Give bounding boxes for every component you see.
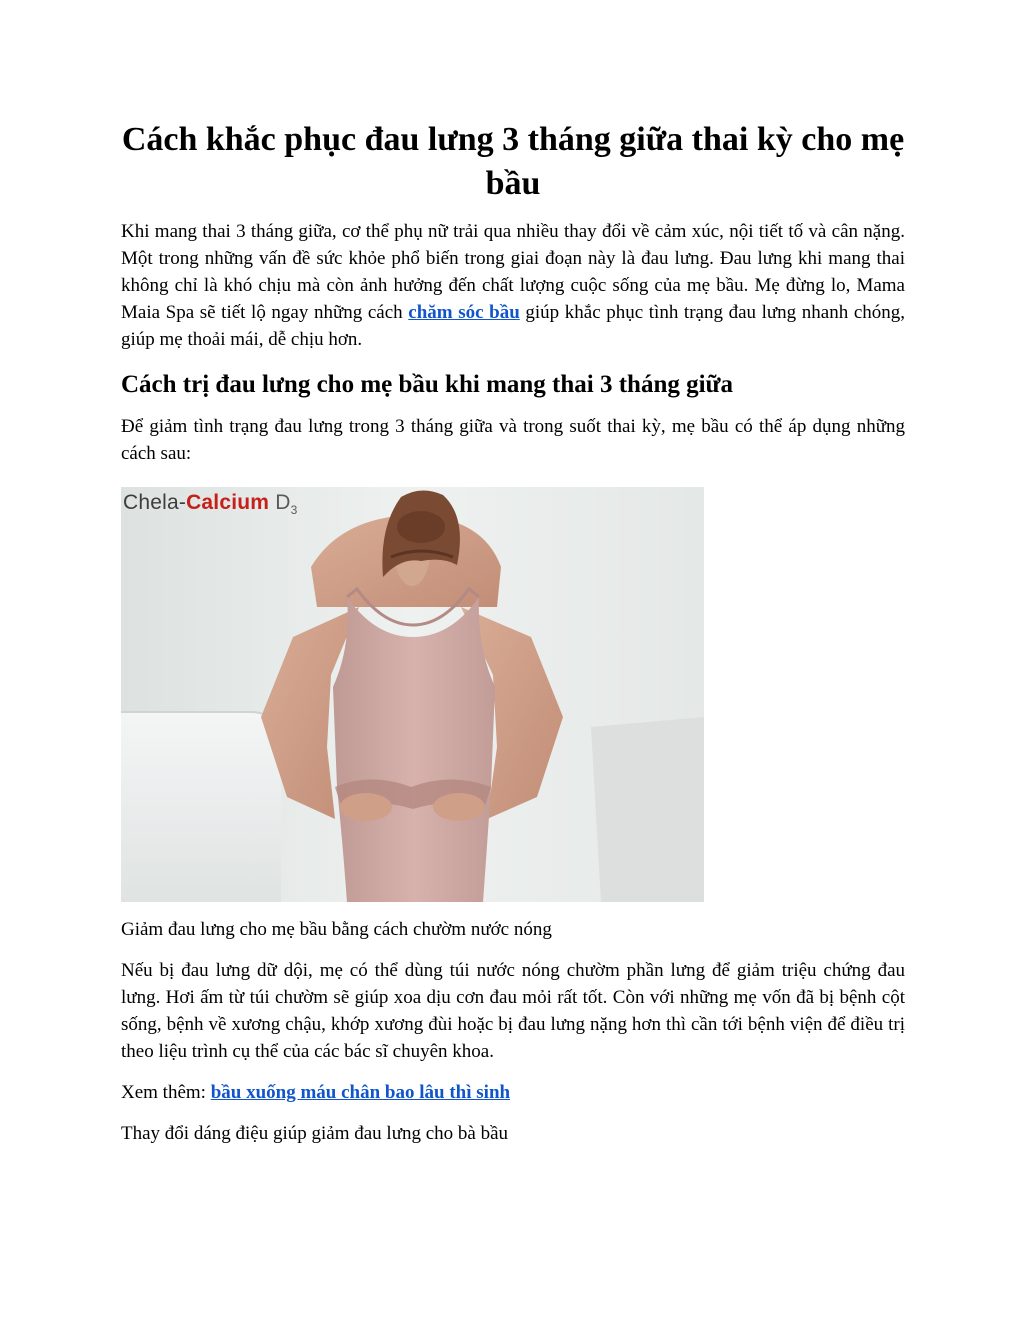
brand-text-2: Calcium <box>186 491 270 514</box>
back-pain-illustration <box>121 487 704 902</box>
intro-text-before: Khi mang thai 3 tháng giữa, cơ thể phụ nữ trải qua nhiều thay đổi về cảm xúc, nội tiết tố và cân nặng. Một trong những vấn đề sức khỏe phổ biến trong giai đoạn này là đau lưng. Đau lưng khi mang thai không chỉ là khó chịu mà còn ảnh hưởng đến chất lượng cuộc sống của mẹ bầu. Mẹ đừng lo, Mama Maia Spa sẽ tiết lộ ngay những cách <box>121 221 905 323</box>
see-more-line <box>121 1079 905 1106</box>
intro-paragraph <box>121 218 905 353</box>
brand-text-sub: 3 <box>290 503 298 518</box>
posture-line: Thay đổi dáng điệu giúp giảm đau lưng cho bà bầu <box>121 1123 509 1144</box>
see-more-label: Xem thêm: <box>121 1082 206 1103</box>
document-title: Cách khắc phục đau lưng 3 tháng giữa thai kỳ cho mẹ bầu <box>121 121 905 202</box>
back-pain-photo <box>121 487 704 902</box>
brand-text-1: Chela- <box>123 491 187 514</box>
cham-soc-bau-link[interactable]: chăm sóc bầu <box>408 302 520 323</box>
brand-text-3: D <box>275 491 291 514</box>
intro-text-after: giúp khắc phục tình trạng đau lưng nhanh chóng, giúp mẹ thoải mái, dễ chịu hơn. <box>121 302 906 350</box>
sub-paragraph: Để giảm tình trạng đau lưng trong 3 tháng giữa và trong suốt thai kỳ, mẹ bầu có thể áp dụng những cách sau: <box>121 416 905 464</box>
image-caption: Giảm đau lưng cho mẹ bầu bằng cách chườm nước nóng <box>121 919 552 940</box>
section-heading: Cách trị đau lưng cho mẹ bầu khi mang thai 3 tháng giữa <box>121 371 734 398</box>
document-page <box>121 118 905 1147</box>
see-more-link[interactable]: bầu xuống máu chân bao lâu thì sinh <box>210 1082 511 1103</box>
chela-calcium-logo <box>123 491 297 517</box>
hot-compress-paragraph: Nếu bị đau lưng dữ dội, mẹ có thể dùng túi nước nóng chườm phần lưng để giảm triệu chứng đau lưng. Hơi ấm từ túi chườm sẽ giúp xoa dịu cơn đau mỏi rất tốt. Còn với những mẹ vốn đã bị bệnh cột sống, bệnh về xương chậu, khớp xương đùi hoặc bị đau lưng nặng hơn thì cần tới bệnh viện để điều trị theo liệu trình cụ thể của các bác sĩ chuyên khoa. <box>121 960 905 1062</box>
